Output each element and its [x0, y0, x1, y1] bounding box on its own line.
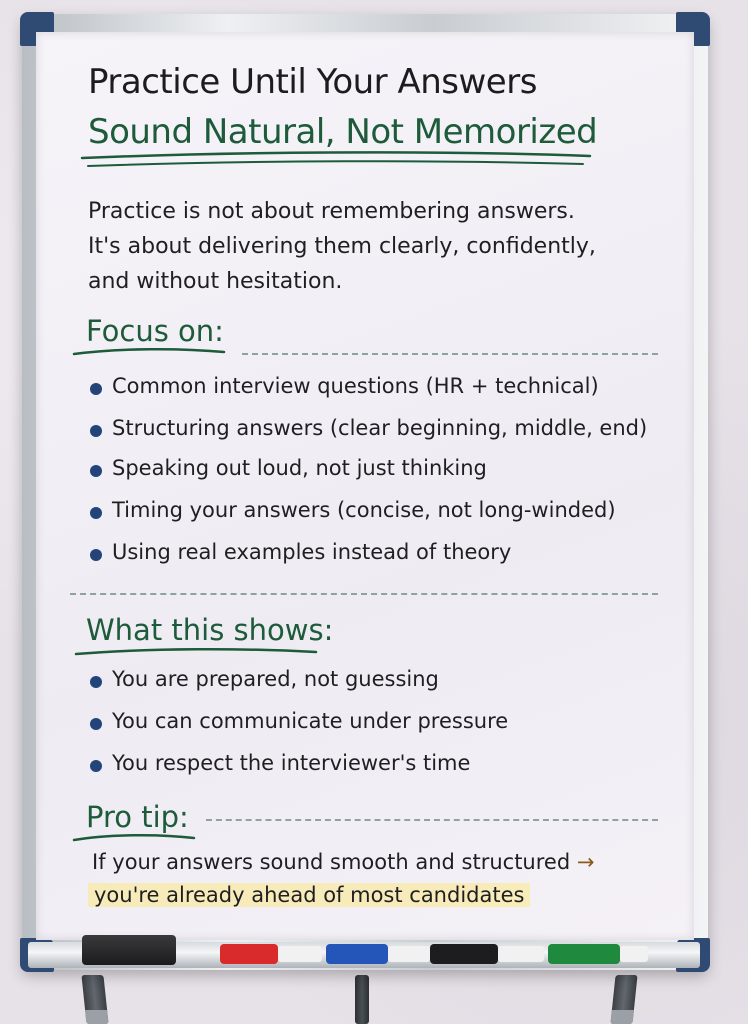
green-marker [548, 944, 648, 964]
focus-list [90, 374, 647, 580]
list-item [90, 667, 508, 709]
intro-line: and without hesitation. [88, 269, 343, 294]
pro-tip-line-2-text: you're already ahead of most candidates [88, 883, 530, 907]
shows-heading: What this shows: [86, 613, 334, 647]
pro-tip-heading: Pro tip: [86, 800, 189, 834]
blue-marker [326, 944, 430, 964]
bullet-icon [90, 676, 102, 688]
bullet-icon [90, 465, 102, 477]
intro-line: It's about delivering them clearly, confidently, [88, 234, 596, 259]
bullet-icon [90, 507, 102, 519]
pro-tip-underline [70, 832, 200, 846]
red-marker [220, 944, 322, 964]
arrow-right-icon: → [576, 850, 595, 874]
list-item-text: Using real examples instead of theory [112, 540, 512, 564]
list-item-text: Speaking out loud, not just thinking [112, 456, 487, 480]
list-item [90, 498, 647, 540]
pro-tip-line-1-text: If your answers sound smooth and structured [92, 850, 571, 874]
bullet-icon [90, 383, 102, 395]
pro-tip-line-1 [92, 846, 594, 879]
list-item [90, 416, 647, 456]
bullet-icon [90, 760, 102, 772]
bullet-icon [90, 718, 102, 730]
focus-divider [242, 353, 658, 355]
title-line-1: Practice Until Your Answers [88, 62, 537, 102]
list-item [90, 374, 647, 416]
intro-paragraph [88, 194, 648, 299]
intro-line: Practice is not about remembering answers. [88, 199, 575, 224]
list-item-text: You respect the interviewer's time [112, 751, 471, 775]
pro-tip-divider [206, 819, 658, 821]
focus-heading-underline [70, 346, 230, 360]
bullet-icon [90, 549, 102, 561]
shows-heading-underline [72, 646, 322, 660]
title-line-2: Sound Natural, Not Memorized [88, 112, 598, 152]
black-marker [430, 944, 544, 964]
pro-tip-text [92, 846, 594, 912]
title-underline [78, 148, 598, 174]
pro-tip-line-2 [92, 879, 594, 912]
bullet-icon [90, 425, 102, 437]
shows-list [90, 667, 508, 793]
list-item [90, 540, 647, 580]
eraser [82, 935, 176, 965]
list-item-text: Timing your answers (concise, not long-winded) [112, 498, 616, 522]
section-divider [70, 593, 658, 595]
list-item-text: You are prepared, not guessing [112, 667, 439, 691]
focus-heading: Focus on: [86, 314, 224, 348]
list-item [90, 709, 508, 751]
list-item-text: Common interview questions (HR + technical) [112, 374, 599, 398]
list-item-text: You can communicate under pressure [112, 709, 509, 733]
list-item [90, 456, 647, 498]
list-item [90, 751, 508, 793]
list-item-text: Structuring answers (clear beginning, middle, end) [112, 416, 648, 440]
easel-leg-center [355, 975, 369, 1024]
